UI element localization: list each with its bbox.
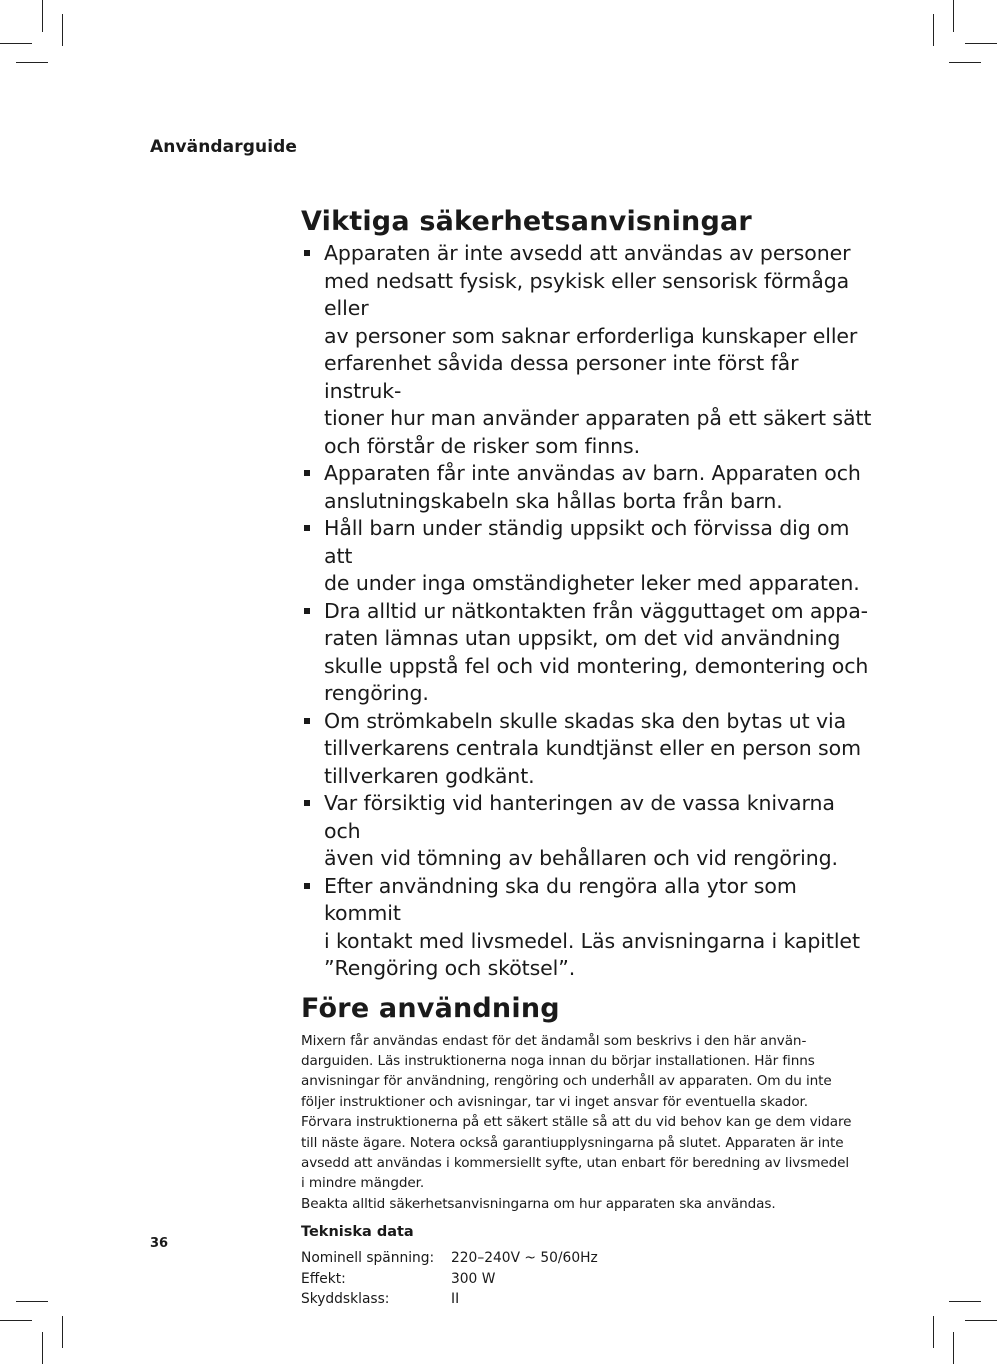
crop-mark (16, 62, 48, 63)
bullet-icon (304, 250, 310, 256)
safety-item-line: och förstår de risker som finns. (324, 433, 640, 458)
crop-mark (949, 62, 981, 63)
crop-mark (42, 0, 43, 32)
safety-item-line: raten lämnas utan uppsikt, om det vid användning (324, 626, 841, 650)
crop-mark (965, 43, 997, 44)
safety-item (301, 598, 877, 708)
safety-item-line: tillverkaren godkänt. (324, 763, 535, 788)
usage-text-line: följer instruktioner och avisningar, tar vi inget ansvar för eventuella skador. (301, 1093, 809, 1110)
usage-text-line: Mixern får användas endast för det ändamål som beskrivs i den här använ- (301, 1032, 807, 1049)
crop-mark (62, 14, 63, 46)
safety-item-line: Dra alltid ur nätkontakten från vägguttaget om appa- (324, 598, 868, 623)
usage-text-line: anvisningar för användning, rengöring och underhåll av apparaten. Om du inte (301, 1073, 832, 1090)
tech-data-table (301, 1248, 877, 1310)
safety-item-line: av personer som saknar erforderliga kunskaper eller (324, 323, 858, 348)
usage-text-line: avsedd att användas i kommersiellt syfte, utan enbart för beredning av livsmedel (301, 1154, 850, 1171)
page-number: 36 (150, 1236, 169, 1251)
safety-item-line: erfarenhet såvida dessa personer inte först får instruk- (324, 351, 799, 403)
crop-mark (949, 1301, 981, 1302)
spec-value: 220–240V ~ 50/60Hz (451, 1250, 598, 1267)
bullet-icon (304, 525, 310, 531)
spec-row (301, 1289, 877, 1310)
bullet-icon (304, 883, 310, 889)
safety-item-line: skulle uppstå fel och vid montering, demontering och (324, 653, 869, 678)
safety-item-line: Håll barn under ständig uppsikt och förvissa dig om att (324, 516, 850, 568)
tech-data-heading: Tekniska data (301, 1224, 414, 1241)
safety-heading: Viktiga säkerhetsanvisningar (301, 206, 752, 237)
safety-item-line: de under inga omständigheter leker med apparaten. (324, 571, 860, 595)
usage-text-line: darguiden. Läs instruktionerna noga innan du börjar installationen. Här finns (301, 1052, 815, 1069)
crop-mark (0, 1320, 32, 1321)
bullet-icon (304, 608, 310, 614)
bullet-icon (304, 718, 310, 724)
safety-item (301, 460, 877, 515)
safety-item-line: rengöring. (324, 681, 429, 705)
safety-item-line: med nedsatt fysisk, psykisk eller sensorisk förmåga eller (324, 268, 850, 320)
usage-text-line: Beakta alltid säkerhetsanvisningarna om hur apparaten ska användas. (301, 1195, 776, 1212)
safety-item-line: Var försiktig vid hanteringen av de vassa knivarna och (324, 791, 835, 843)
usage-heading: Före användning (301, 992, 560, 1024)
crop-mark (0, 43, 32, 44)
spec-row (301, 1269, 877, 1290)
bullet-icon (304, 800, 310, 806)
crop-mark (62, 1316, 63, 1348)
crop-mark (953, 0, 954, 32)
usage-text-line: i mindre mängder. (301, 1175, 425, 1192)
usage-text-line: till näste ägare. Notera också garantiupplysningarna på slutet. Apparaten är inte (301, 1134, 844, 1151)
crop-mark (965, 1320, 997, 1321)
spec-label: Effekt: (301, 1270, 346, 1287)
safety-item-line: Apparaten får inte användas av barn. Apparaten och (324, 461, 861, 485)
crop-mark (16, 1301, 48, 1302)
safety-list (301, 240, 877, 983)
safety-item (301, 515, 877, 598)
crop-mark (42, 1332, 43, 1364)
safety-item-line: även vid tömning av behållaren och vid rengöring. (324, 846, 838, 870)
safety-item (301, 240, 877, 460)
usage-text-line: Förvara instruktionerna på ett säkert ställe så att du vid behov kan ge dem vidare (301, 1114, 852, 1131)
spec-label: Nominell spänning: (301, 1250, 435, 1267)
running-header: Användarguide (150, 137, 298, 157)
spec-label: Skyddsklass: (301, 1291, 390, 1308)
usage-intro (301, 1031, 877, 1215)
spec-row (301, 1248, 877, 1269)
safety-item-line: i kontakt med livsmedel. Läs anvisningarna i kapitlet (324, 928, 860, 953)
spec-value: 300 W (451, 1270, 496, 1287)
crop-mark (933, 1316, 934, 1348)
safety-item-line: anslutningskabeln ska hållas borta från barn. (324, 488, 783, 513)
safety-item-line: Om strömkabeln skulle skadas ska den bytas ut via (324, 708, 847, 733)
safety-item (301, 708, 877, 791)
safety-item (301, 873, 877, 983)
crop-mark (953, 1332, 954, 1364)
safety-item-line: ”Rengöring och skötsel”. (324, 956, 576, 980)
bullet-icon (304, 470, 310, 476)
safety-item-line: tioner hur man använder apparaten på ett säkert sätt (324, 406, 872, 430)
main-content (301, 204, 877, 1310)
spec-value: II (451, 1291, 460, 1308)
safety-item-line: tillverkarens centrala kundtjänst eller en person som (324, 736, 861, 760)
safety-item-line: Apparaten är inte avsedd att användas av personer (324, 241, 851, 265)
safety-item-line: Efter användning ska du rengöra alla ytor som kommit (324, 873, 797, 925)
safety-item (301, 790, 877, 873)
crop-mark (933, 14, 934, 46)
